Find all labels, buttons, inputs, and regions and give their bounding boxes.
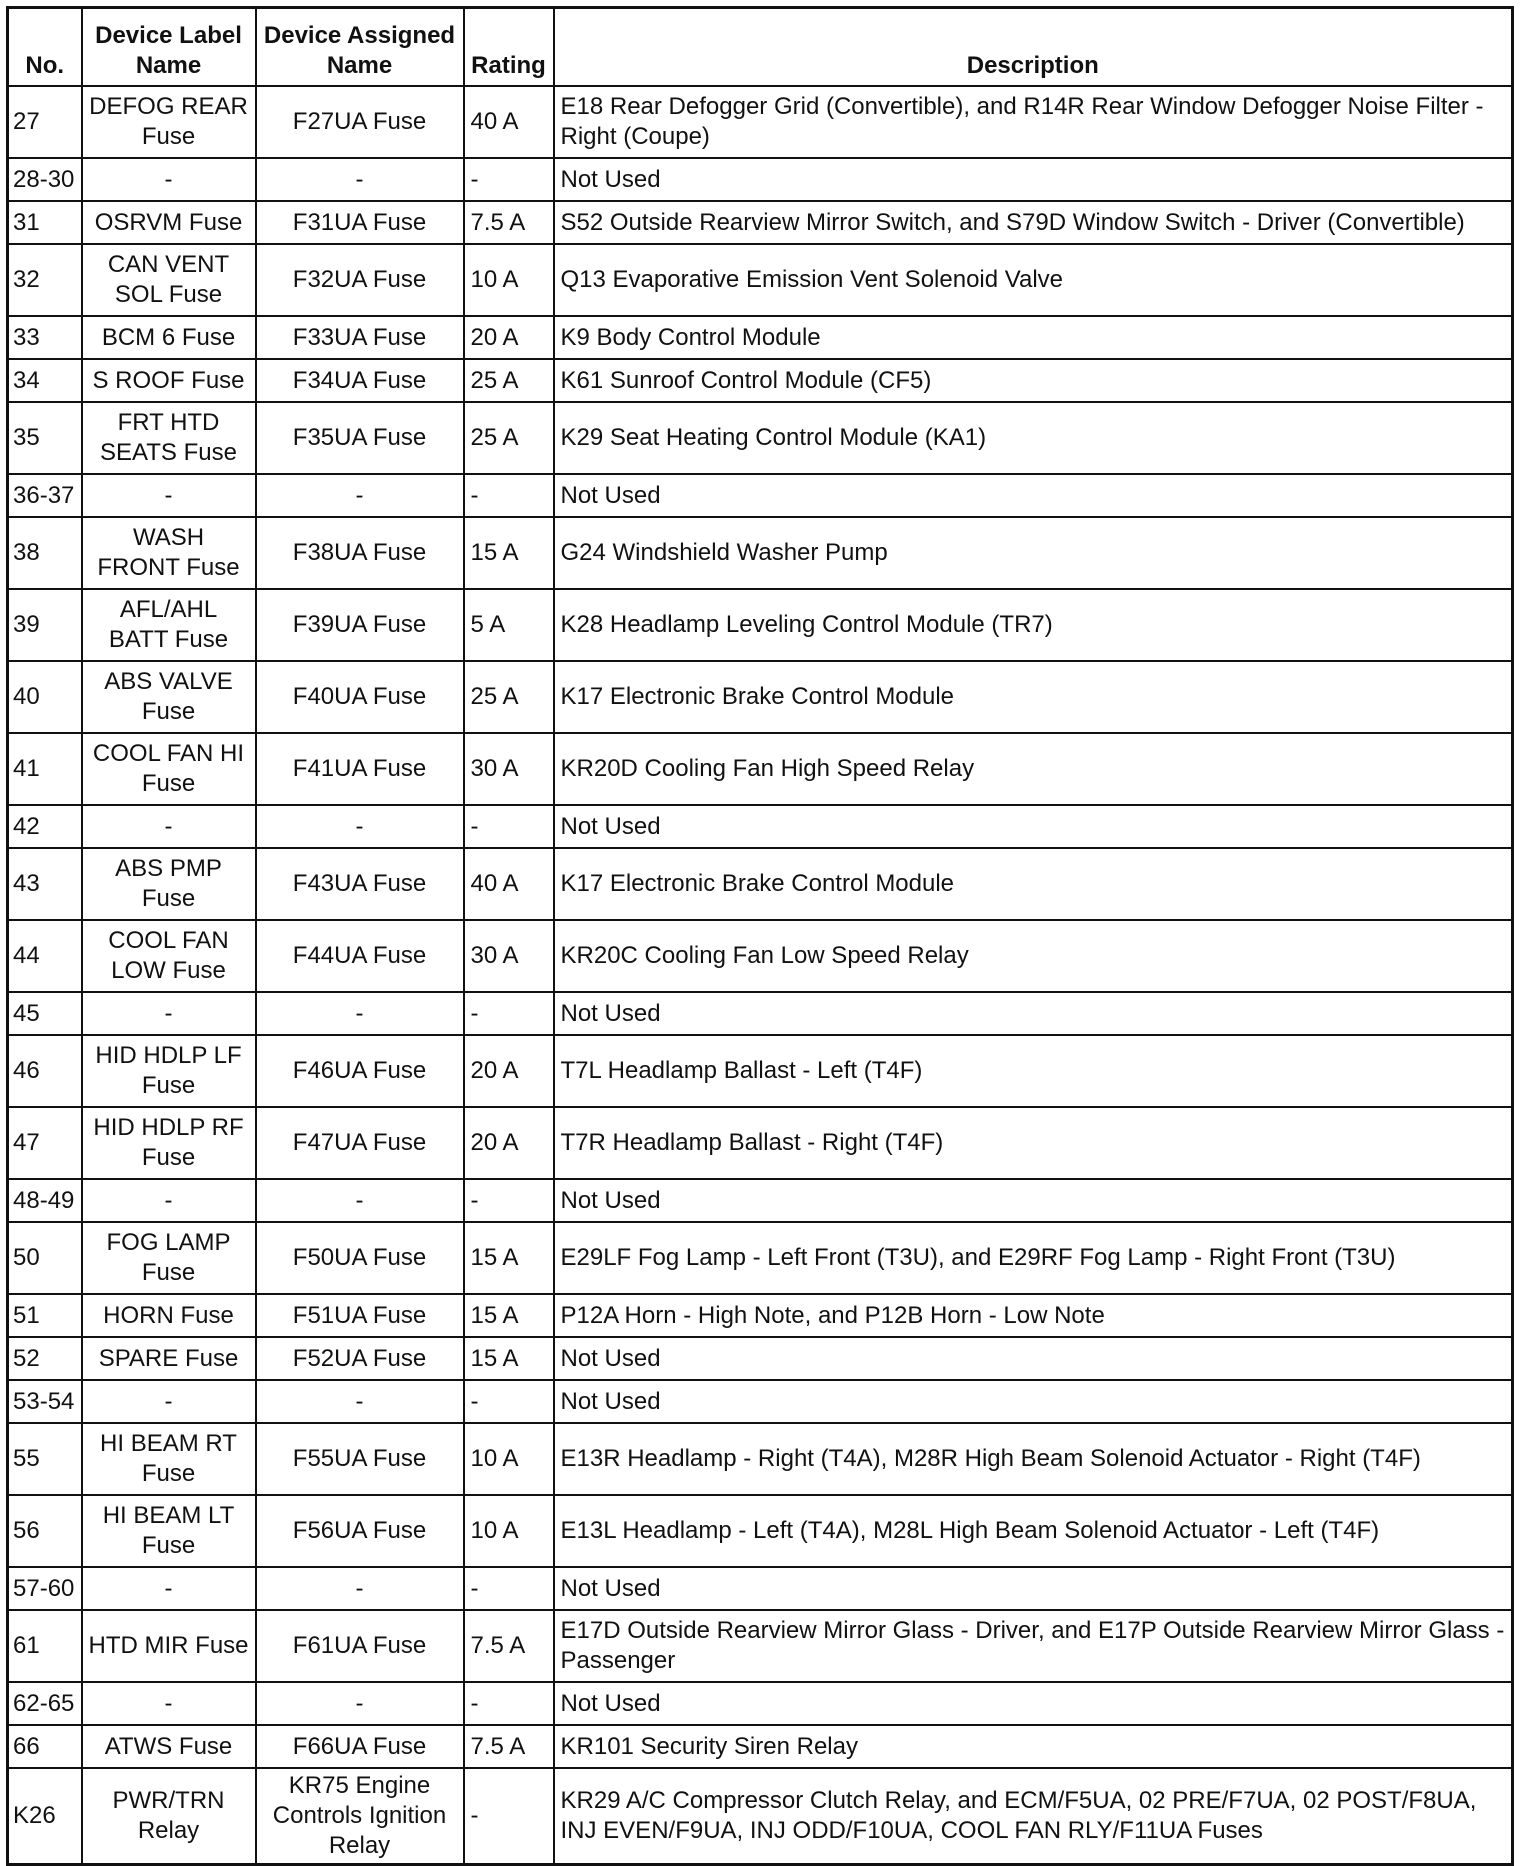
table-row (8, 805, 1513, 848)
table-row (8, 1610, 1513, 1682)
table-row (8, 402, 1513, 474)
cell-assigned-name: F56UA Fuse (256, 1495, 464, 1567)
cell-no: 45 (8, 992, 82, 1035)
cell-no: 50 (8, 1222, 82, 1294)
cell-assigned-name: F33UA Fuse (256, 316, 464, 359)
cell-no: 36-37 (8, 474, 82, 517)
cell-device-label: - (82, 1179, 256, 1222)
cell-rating: - (464, 1567, 554, 1610)
cell-rating: 10 A (464, 1495, 554, 1567)
cell-assigned-name: - (256, 1179, 464, 1222)
table-row (8, 1107, 1513, 1179)
cell-assigned-name: - (256, 1682, 464, 1725)
cell-rating: 7.5 A (464, 1725, 554, 1768)
cell-device-label: FRT HTD SEATS Fuse (82, 402, 256, 474)
cell-description: Not Used (554, 992, 1513, 1035)
cell-description: Not Used (554, 1567, 1513, 1610)
cell-rating: 40 A (464, 86, 554, 158)
cell-rating: 7.5 A (464, 201, 554, 244)
cell-description: K29 Seat Heating Control Module (KA1) (554, 402, 1513, 474)
header-device-label-name: Device Label Name (82, 8, 256, 87)
cell-device-label: HI BEAM RT Fuse (82, 1423, 256, 1495)
cell-rating: - (464, 1682, 554, 1725)
cell-rating: - (464, 1380, 554, 1423)
cell-device-label: - (82, 158, 256, 201)
cell-no: 61 (8, 1610, 82, 1682)
cell-no: 40 (8, 661, 82, 733)
cell-no: 53-54 (8, 1380, 82, 1423)
cell-assigned-name: - (256, 1567, 464, 1610)
table-row (8, 1222, 1513, 1294)
cell-assigned-name: F50UA Fuse (256, 1222, 464, 1294)
cell-device-label: AFL/AHL BATT Fuse (82, 589, 256, 661)
cell-device-label: OSRVM Fuse (82, 201, 256, 244)
cell-description: E17D Outside Rearview Mirror Glass - Driver, and E17P Outside Rearview Mirror Glass - Passenger (554, 1610, 1513, 1682)
cell-rating: 30 A (464, 920, 554, 992)
cell-device-label: HI BEAM LT Fuse (82, 1495, 256, 1567)
cell-assigned-name: KR75 Engine Controls Ignition Relay (256, 1768, 464, 1865)
cell-no: 55 (8, 1423, 82, 1495)
cell-no: 32 (8, 244, 82, 316)
cell-assigned-name: F34UA Fuse (256, 359, 464, 402)
cell-assigned-name: - (256, 992, 464, 1035)
cell-rating: 20 A (464, 316, 554, 359)
cell-no: 57-60 (8, 1567, 82, 1610)
cell-device-label: - (82, 474, 256, 517)
cell-device-label: HID HDLP RF Fuse (82, 1107, 256, 1179)
cell-rating: 25 A (464, 359, 554, 402)
cell-no: 42 (8, 805, 82, 848)
fuse-table (6, 6, 1514, 1866)
cell-description: Not Used (554, 1380, 1513, 1423)
cell-no: 62-65 (8, 1682, 82, 1725)
cell-assigned-name: F43UA Fuse (256, 848, 464, 920)
cell-no: 31 (8, 201, 82, 244)
cell-no: 41 (8, 733, 82, 805)
table-row (8, 474, 1513, 517)
table-row (8, 1423, 1513, 1495)
cell-description: KR101 Security Siren Relay (554, 1725, 1513, 1768)
cell-rating: 25 A (464, 661, 554, 733)
cell-description: E18 Rear Defogger Grid (Convertible), and R14R Rear Window Defogger Noise Filter - Right (Coupe) (554, 86, 1513, 158)
cell-device-label: HORN Fuse (82, 1294, 256, 1337)
cell-no: 38 (8, 517, 82, 589)
cell-assigned-name: - (256, 805, 464, 848)
cell-no: 39 (8, 589, 82, 661)
table-row (8, 201, 1513, 244)
cell-rating: 20 A (464, 1107, 554, 1179)
header-rating: Rating (464, 8, 554, 87)
table-row (8, 1179, 1513, 1222)
cell-no: 51 (8, 1294, 82, 1337)
cell-assigned-name: F44UA Fuse (256, 920, 464, 992)
cell-device-label: BCM 6 Fuse (82, 316, 256, 359)
table-row (8, 1725, 1513, 1768)
cell-rating: - (464, 158, 554, 201)
cell-description: K17 Electronic Brake Control Module (554, 661, 1513, 733)
cell-rating: 15 A (464, 1222, 554, 1294)
cell-description: KR20C Cooling Fan Low Speed Relay (554, 920, 1513, 992)
header-device-assigned-name: Device Assigned Name (256, 8, 464, 87)
cell-device-label: PWR/TRN Relay (82, 1768, 256, 1865)
cell-device-label: ABS PMP Fuse (82, 848, 256, 920)
header-description: Description (554, 8, 1513, 87)
cell-no: 44 (8, 920, 82, 992)
cell-device-label: HTD MIR Fuse (82, 1610, 256, 1682)
table-row (8, 733, 1513, 805)
table-row (8, 1337, 1513, 1380)
cell-rating: 10 A (464, 1423, 554, 1495)
cell-rating: 40 A (464, 848, 554, 920)
table-row (8, 1567, 1513, 1610)
cell-rating: 10 A (464, 244, 554, 316)
cell-device-label: - (82, 1682, 256, 1725)
cell-assigned-name: F32UA Fuse (256, 244, 464, 316)
cell-description: Q13 Evaporative Emission Vent Solenoid Valve (554, 244, 1513, 316)
cell-description: Not Used (554, 1337, 1513, 1380)
cell-assigned-name: F46UA Fuse (256, 1035, 464, 1107)
table-row (8, 848, 1513, 920)
cell-assigned-name: F27UA Fuse (256, 86, 464, 158)
cell-rating: 15 A (464, 1337, 554, 1380)
table-row (8, 517, 1513, 589)
cell-rating: - (464, 992, 554, 1035)
cell-description: Not Used (554, 474, 1513, 517)
cell-rating: - (464, 1768, 554, 1865)
table-row (8, 1294, 1513, 1337)
cell-assigned-name: F52UA Fuse (256, 1337, 464, 1380)
cell-device-label: - (82, 992, 256, 1035)
cell-device-label: ATWS Fuse (82, 1725, 256, 1768)
cell-no: 33 (8, 316, 82, 359)
table-row (8, 158, 1513, 201)
cell-no: 46 (8, 1035, 82, 1107)
cell-description: Not Used (554, 158, 1513, 201)
table-row (8, 359, 1513, 402)
cell-assigned-name: F38UA Fuse (256, 517, 464, 589)
table-row (8, 316, 1513, 359)
cell-description: E29LF Fog Lamp - Left Front (T3U), and E29RF Fog Lamp - Right Front (T3U) (554, 1222, 1513, 1294)
cell-device-label: - (82, 1380, 256, 1423)
cell-assigned-name: F41UA Fuse (256, 733, 464, 805)
table-row (8, 1035, 1513, 1107)
cell-device-label: SPARE Fuse (82, 1337, 256, 1380)
cell-rating: 25 A (464, 402, 554, 474)
cell-description: E13R Headlamp - Right (T4A), M28R High Beam Solenoid Actuator - Right (T4F) (554, 1423, 1513, 1495)
cell-description: T7L Headlamp Ballast - Left (T4F) (554, 1035, 1513, 1107)
cell-rating: - (464, 474, 554, 517)
table-row (8, 244, 1513, 316)
cell-assigned-name: F47UA Fuse (256, 1107, 464, 1179)
cell-no: K26 (8, 1768, 82, 1865)
cell-rating: 30 A (464, 733, 554, 805)
table-row (8, 1380, 1513, 1423)
cell-no: 34 (8, 359, 82, 402)
table-row (8, 1682, 1513, 1725)
cell-no: 48-49 (8, 1179, 82, 1222)
cell-no: 52 (8, 1337, 82, 1380)
table-row (8, 661, 1513, 733)
cell-device-label: - (82, 1567, 256, 1610)
cell-description: E13L Headlamp - Left (T4A), M28L High Beam Solenoid Actuator - Left (T4F) (554, 1495, 1513, 1567)
cell-description: T7R Headlamp Ballast - Right (T4F) (554, 1107, 1513, 1179)
cell-assigned-name: - (256, 474, 464, 517)
cell-rating: 15 A (464, 1294, 554, 1337)
cell-description: G24 Windshield Washer Pump (554, 517, 1513, 589)
table-row (8, 1768, 1513, 1865)
cell-description: KR20D Cooling Fan High Speed Relay (554, 733, 1513, 805)
cell-assigned-name: F55UA Fuse (256, 1423, 464, 1495)
cell-assigned-name: - (256, 158, 464, 201)
cell-assigned-name: F31UA Fuse (256, 201, 464, 244)
cell-device-label: COOL FAN LOW Fuse (82, 920, 256, 992)
cell-device-label: S ROOF Fuse (82, 359, 256, 402)
cell-rating: 5 A (464, 589, 554, 661)
cell-assigned-name: F39UA Fuse (256, 589, 464, 661)
table-row (8, 992, 1513, 1035)
cell-no: 27 (8, 86, 82, 158)
cell-no: 28-30 (8, 158, 82, 201)
fuse-block-page (6, 6, 1514, 1866)
cell-no: 43 (8, 848, 82, 920)
cell-device-label: ABS VALVE Fuse (82, 661, 256, 733)
cell-assigned-name: F66UA Fuse (256, 1725, 464, 1768)
cell-description: K28 Headlamp Leveling Control Module (TR7) (554, 589, 1513, 661)
table-header-row (8, 8, 1513, 87)
cell-assigned-name: F61UA Fuse (256, 1610, 464, 1682)
table-row (8, 1495, 1513, 1567)
cell-description: Not Used (554, 1682, 1513, 1725)
cell-device-label: DEFOG REAR Fuse (82, 86, 256, 158)
cell-no: 35 (8, 402, 82, 474)
header-no: No. (8, 8, 82, 87)
cell-no: 56 (8, 1495, 82, 1567)
cell-description: Not Used (554, 805, 1513, 848)
cell-rating: - (464, 1179, 554, 1222)
cell-device-label: COOL FAN HI Fuse (82, 733, 256, 805)
table-row (8, 920, 1513, 992)
cell-description: P12A Horn - High Note, and P12B Horn - Low Note (554, 1294, 1513, 1337)
cell-description: Not Used (554, 1179, 1513, 1222)
cell-no: 47 (8, 1107, 82, 1179)
cell-device-label: CAN VENT SOL Fuse (82, 244, 256, 316)
cell-no: 66 (8, 1725, 82, 1768)
cell-rating: 15 A (464, 517, 554, 589)
cell-device-label: WASH FRONT Fuse (82, 517, 256, 589)
cell-description: KR29 A/C Compressor Clutch Relay, and ECM/F5UA, 02 PRE/F7UA, 02 POST/F8UA, INJ EVEN/F9UA, INJ ODD/F10UA, COOL FAN RLY/F11UA Fuses (554, 1768, 1513, 1865)
cell-rating: 20 A (464, 1035, 554, 1107)
table-row (8, 589, 1513, 661)
cell-assigned-name: - (256, 1380, 464, 1423)
table-row (8, 86, 1513, 158)
cell-device-label: HID HDLP LF Fuse (82, 1035, 256, 1107)
cell-description: S52 Outside Rearview Mirror Switch, and S79D Window Switch - Driver (Convertible) (554, 201, 1513, 244)
cell-assigned-name: F51UA Fuse (256, 1294, 464, 1337)
cell-device-label: - (82, 805, 256, 848)
cell-description: K17 Electronic Brake Control Module (554, 848, 1513, 920)
cell-rating: - (464, 805, 554, 848)
cell-description: K61 Sunroof Control Module (CF5) (554, 359, 1513, 402)
cell-rating: 7.5 A (464, 1610, 554, 1682)
cell-assigned-name: F40UA Fuse (256, 661, 464, 733)
cell-description: K9 Body Control Module (554, 316, 1513, 359)
cell-assigned-name: F35UA Fuse (256, 402, 464, 474)
cell-device-label: FOG LAMP Fuse (82, 1222, 256, 1294)
